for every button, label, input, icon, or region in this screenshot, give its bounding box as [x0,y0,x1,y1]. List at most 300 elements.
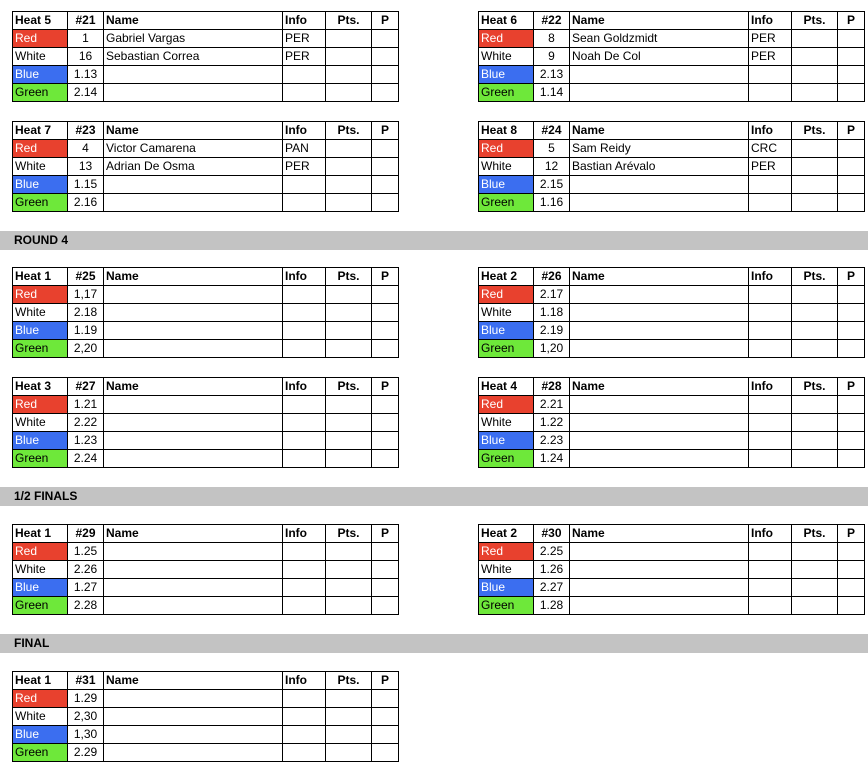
name-header: Name [570,12,749,30]
seed-cell: 2.17 [534,286,570,304]
section-bar-semifinals [0,487,868,506]
place-cell [372,194,399,212]
points-header: Pts. [326,122,372,140]
table-row [479,543,865,561]
place-cell [838,194,865,212]
lane-label: Blue [479,322,534,340]
info-cell [283,690,326,708]
info-cell: PER [749,30,792,48]
place-cell [372,66,399,84]
name-header: Name [104,672,283,690]
table-row [479,66,865,84]
table-row [13,561,399,579]
seed-cell: 1.21 [68,396,104,414]
place-cell [838,66,865,84]
points-cell [792,432,838,450]
points-cell [792,66,838,84]
lane-label: White [479,48,534,66]
table-row [13,450,399,468]
info-cell: PAN [283,140,326,158]
seed-cell: 2.22 [68,414,104,432]
points-header: Pts. [792,122,838,140]
info-cell [283,450,326,468]
info-cell [283,84,326,102]
table-row [13,48,399,66]
heat-table [478,121,865,212]
name-header: Name [104,122,283,140]
lane-label: Green [479,340,534,358]
lane-label: Blue [479,432,534,450]
info-header: Info [749,378,792,396]
lane-label: Blue [13,66,68,84]
seed-cell: 2.26 [68,561,104,579]
lane-label: Red [13,140,68,158]
lane-label: White [13,48,68,66]
lane-label: Green [479,597,534,615]
place-cell [372,744,399,762]
table-row [13,597,399,615]
place-cell [372,579,399,597]
points-cell [792,304,838,322]
info-cell [283,396,326,414]
points-header: Pts. [792,378,838,396]
table-row [13,340,399,358]
points-header: Pts. [792,525,838,543]
lane-label: Blue [479,176,534,194]
place-cell [372,432,399,450]
heat-number: #24 [534,122,570,140]
place-cell [372,140,399,158]
lane-label: Blue [13,176,68,194]
lane-label: White [479,304,534,322]
info-cell [749,432,792,450]
heat-header-row [479,525,865,543]
points-cell [326,597,372,615]
place-cell [838,340,865,358]
place-cell [838,561,865,579]
points-cell [326,194,372,212]
athlete-name-cell [104,286,283,304]
points-cell [326,304,372,322]
athlete-name-cell [570,66,749,84]
seed-cell: 1.27 [68,579,104,597]
athlete-name-cell [104,726,283,744]
seed-cell: 1.19 [68,322,104,340]
section-title: FINAL [14,636,50,650]
table-row [479,597,865,615]
info-cell [749,414,792,432]
table-row [479,286,865,304]
lane-label: Green [13,84,68,102]
heat-number: #29 [68,525,104,543]
table-row [13,304,399,322]
points-cell [326,450,372,468]
place-cell [372,158,399,176]
lane-label: White [13,158,68,176]
points-cell [326,340,372,358]
info-cell: PER [749,158,792,176]
heat-table [12,671,399,762]
seed-cell: 2.19 [534,322,570,340]
points-cell [792,414,838,432]
athlete-name-cell [104,450,283,468]
points-cell [326,286,372,304]
place-cell [372,322,399,340]
place-header: P [372,525,399,543]
athlete-name-cell [570,579,749,597]
heat-number: #27 [68,378,104,396]
athlete-name-cell [104,579,283,597]
lane-label: Red [479,286,534,304]
points-cell [792,543,838,561]
table-row [13,543,399,561]
info-cell [749,304,792,322]
table-row [13,414,399,432]
info-header: Info [283,525,326,543]
points-cell [326,396,372,414]
seed-cell: 9 [534,48,570,66]
lane-label: Blue [479,66,534,84]
points-cell [792,140,838,158]
lane-label: Red [13,396,68,414]
info-cell: PER [283,48,326,66]
place-cell [838,84,865,102]
points-cell [326,543,372,561]
points-header: Pts. [326,672,372,690]
section-bar-final [0,634,868,653]
athlete-name-cell [104,690,283,708]
place-cell [372,414,399,432]
athlete-name-cell [570,84,749,102]
athlete-name-cell [570,176,749,194]
info-cell [749,194,792,212]
points-cell [326,176,372,194]
section-title: ROUND 4 [14,233,69,247]
place-cell [372,543,399,561]
points-cell [326,726,372,744]
seed-cell: 1,20 [534,340,570,358]
table-row [479,304,865,322]
points-cell [326,66,372,84]
lane-label: Green [13,450,68,468]
info-cell [283,543,326,561]
athlete-name-cell [570,414,749,432]
place-header: P [372,378,399,396]
heat-label: Heat 7 [13,122,68,140]
seed-cell: 1.13 [68,66,104,84]
seed-cell: 2,30 [68,708,104,726]
lane-label: White [479,414,534,432]
heat-header-row [479,378,865,396]
info-cell [283,286,326,304]
heat-header-row [13,12,399,30]
seed-cell: 2,20 [68,340,104,358]
seed-cell: 2.15 [534,176,570,194]
place-cell [372,176,399,194]
info-cell [283,561,326,579]
info-cell [749,597,792,615]
lane-label: White [479,158,534,176]
athlete-name-cell [104,543,283,561]
heat-label: Heat 6 [479,12,534,30]
athlete-name-cell [570,194,749,212]
lane-label: Red [13,543,68,561]
table-row [479,579,865,597]
table-row [13,432,399,450]
points-cell [326,48,372,66]
seed-cell: 2.25 [534,543,570,561]
heat-table [478,11,865,102]
lane-label: Red [479,140,534,158]
seed-cell: 16 [68,48,104,66]
athlete-name-cell [104,304,283,322]
place-cell [838,176,865,194]
heat-header-row [479,12,865,30]
name-header: Name [570,268,749,286]
table-row [13,744,399,762]
info-cell [749,543,792,561]
lane-label: Green [13,597,68,615]
points-cell [792,48,838,66]
seed-cell: 1.28 [534,597,570,615]
points-cell [792,396,838,414]
table-row [13,176,399,194]
athlete-name-cell [570,450,749,468]
info-cell [283,432,326,450]
info-cell: CRC [749,140,792,158]
name-header: Name [570,525,749,543]
seed-cell: 2.23 [534,432,570,450]
athlete-name-cell: Adrian De Osma [104,158,283,176]
athlete-name-cell: Sean Goldzmidt [570,30,749,48]
points-cell [792,579,838,597]
athlete-name-cell [104,66,283,84]
heat-table [12,121,399,212]
place-cell [372,286,399,304]
heat-label: Heat 2 [479,268,534,286]
heat-header-row [13,122,399,140]
heat-header-row [479,122,865,140]
place-cell [372,597,399,615]
athlete-name-cell [570,340,749,358]
lane-label: White [479,561,534,579]
heat-table [478,377,865,468]
info-cell [749,286,792,304]
heat-label: Heat 4 [479,378,534,396]
lane-label: Blue [13,579,68,597]
table-row [479,396,865,414]
name-header: Name [570,122,749,140]
points-header: Pts. [326,12,372,30]
table-row [13,30,399,48]
info-header: Info [749,12,792,30]
table-row [13,579,399,597]
points-cell [792,322,838,340]
lane-label: Red [479,30,534,48]
table-row [13,690,399,708]
place-cell [838,322,865,340]
lane-label: Green [13,744,68,762]
heat-table [12,11,399,102]
heat-number: #28 [534,378,570,396]
seed-cell: 12 [534,158,570,176]
seed-cell: 1,30 [68,726,104,744]
table-row [479,158,865,176]
heat-header-row [479,268,865,286]
table-row [479,432,865,450]
heat-header-row [13,378,399,396]
lane-label: Blue [13,726,68,744]
athlete-name-cell [570,322,749,340]
info-cell [749,322,792,340]
points-cell [792,561,838,579]
lane-label: Green [13,340,68,358]
athlete-name-cell [104,84,283,102]
heat-label: Heat 5 [13,12,68,30]
place-cell [372,340,399,358]
points-cell [326,432,372,450]
place-header: P [838,268,865,286]
heat-table [12,524,399,615]
lane-label: White [13,561,68,579]
lane-label: White [13,414,68,432]
seed-cell: 2.16 [68,194,104,212]
points-cell [326,690,372,708]
heat-label: Heat 2 [479,525,534,543]
seed-cell: 2.21 [534,396,570,414]
athlete-name-cell [104,340,283,358]
heat-number: #31 [68,672,104,690]
place-cell [838,597,865,615]
seed-cell: 1.22 [534,414,570,432]
place-cell [372,396,399,414]
info-cell [283,304,326,322]
seed-cell: 1.18 [534,304,570,322]
place-cell [372,304,399,322]
lane-label: Red [13,30,68,48]
place-cell [838,158,865,176]
table-row [479,322,865,340]
place-header: P [838,122,865,140]
athlete-name-cell [570,396,749,414]
seed-cell: 1.15 [68,176,104,194]
athlete-name-cell [570,432,749,450]
athlete-name-cell: Sebastian Correa [104,48,283,66]
info-cell [283,744,326,762]
seed-cell: 2.18 [68,304,104,322]
heat-header-row [13,268,399,286]
place-cell [838,48,865,66]
place-header: P [838,525,865,543]
seed-cell: 1.16 [534,194,570,212]
heat-table [478,524,865,615]
lane-label: Red [13,690,68,708]
place-header: P [838,378,865,396]
info-header: Info [283,12,326,30]
seed-cell: 2.27 [534,579,570,597]
info-cell [749,84,792,102]
info-cell [283,340,326,358]
heat-number: #22 [534,12,570,30]
info-header: Info [749,525,792,543]
info-header: Info [283,268,326,286]
points-cell [326,414,372,432]
lane-label: Red [13,286,68,304]
heat-number: #30 [534,525,570,543]
place-header: P [372,122,399,140]
place-cell [372,690,399,708]
lane-label: Green [13,194,68,212]
points-cell [326,322,372,340]
athlete-name-cell [104,396,283,414]
info-header: Info [749,122,792,140]
seed-cell: 1 [68,30,104,48]
seed-cell: 2.13 [534,66,570,84]
table-row [13,708,399,726]
table-row [13,140,399,158]
heat-label: Heat 3 [13,378,68,396]
seed-cell: 2.29 [68,744,104,762]
athlete-name-cell [104,561,283,579]
place-cell [838,304,865,322]
points-cell [326,744,372,762]
points-cell [326,708,372,726]
athlete-name-cell: Noah De Col [570,48,749,66]
points-cell [792,158,838,176]
points-header: Pts. [326,525,372,543]
place-cell [372,84,399,102]
place-cell [838,543,865,561]
place-cell [838,579,865,597]
heat-label: Heat 1 [13,672,68,690]
seed-cell: 13 [68,158,104,176]
heat-table [12,377,399,468]
points-cell [326,140,372,158]
heat-label: Heat 1 [13,525,68,543]
heat-table [478,267,865,358]
info-cell [283,726,326,744]
lane-label: Green [479,450,534,468]
info-cell [749,561,792,579]
points-header: Pts. [792,12,838,30]
table-row [479,194,865,212]
points-cell [326,158,372,176]
heat-label: Heat 8 [479,122,534,140]
info-cell [749,176,792,194]
section-title: 1/2 FINALS [14,489,78,503]
athlete-name-cell [104,194,283,212]
points-cell [792,450,838,468]
seed-cell: 8 [534,30,570,48]
name-header: Name [104,525,283,543]
heat-label: Heat 1 [13,268,68,286]
athlete-name-cell [570,597,749,615]
table-row [13,286,399,304]
section-bar-round-4 [0,231,868,250]
place-cell [372,561,399,579]
place-cell [838,286,865,304]
points-header: Pts. [792,268,838,286]
place-cell [372,708,399,726]
table-row [479,450,865,468]
points-cell [792,30,838,48]
place-cell [372,30,399,48]
points-cell [792,340,838,358]
name-header: Name [104,378,283,396]
info-cell [749,66,792,84]
info-cell [283,414,326,432]
athlete-name-cell: Bastian Arévalo [570,158,749,176]
